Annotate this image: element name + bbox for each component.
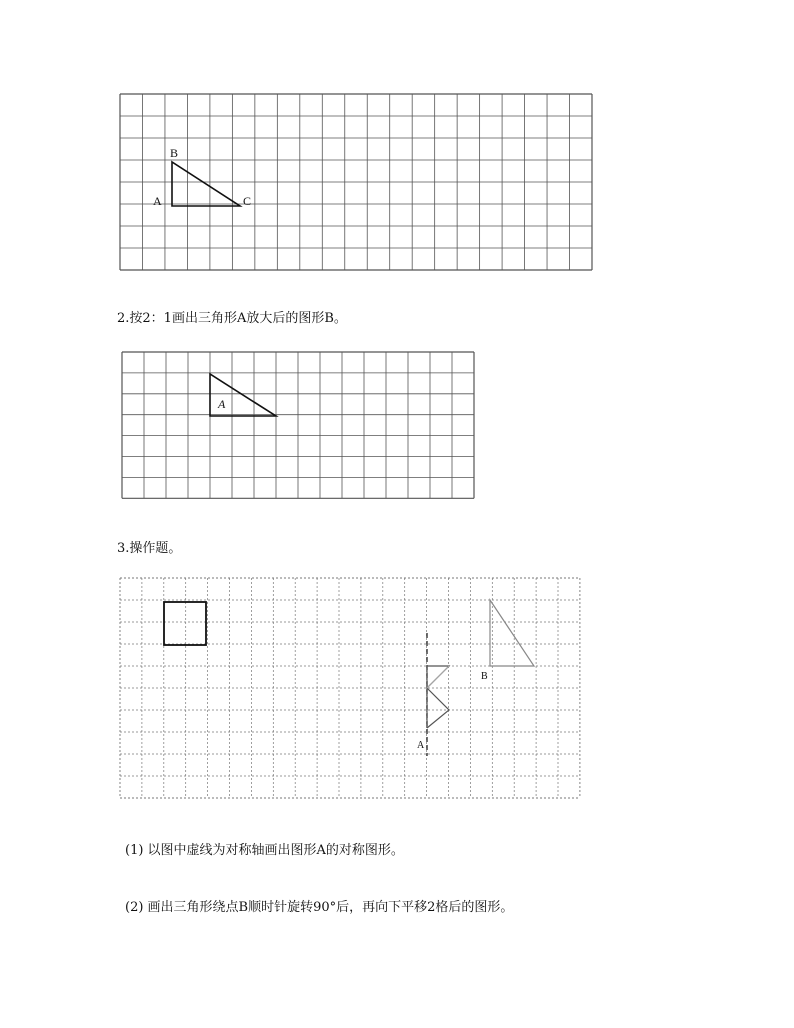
label-fig3-b: B <box>481 671 488 682</box>
square-figure <box>164 602 206 645</box>
grid-figure-1 <box>120 94 592 274</box>
triangle-abc <box>172 162 240 206</box>
label-b: B <box>170 146 179 160</box>
dotted-grid-lines <box>120 578 580 798</box>
question-3-part-2: (2) 画出三角形绕点B顺时针旋转90°后，再向下平移2格后的图形。 <box>125 900 514 915</box>
label-a: A <box>153 194 162 208</box>
grid-lines <box>120 94 592 270</box>
grid-figure-2 <box>122 352 476 502</box>
grid-lines <box>122 352 474 498</box>
label-fig3-a: A <box>417 740 425 751</box>
grid-figure-3 <box>120 578 580 802</box>
figure-a <box>427 666 449 728</box>
triangle-b <box>490 600 534 666</box>
question-2-text: 2.按2：1画出三角形A放大后的图形B。 <box>117 311 347 326</box>
label-c: C <box>243 194 252 208</box>
figure-a-upper <box>427 666 449 688</box>
triangle-a-label: A <box>218 397 226 411</box>
question-3-title: 3.操作题。 <box>117 541 182 556</box>
question-3-part-1: (1) 以图中虚线为对称轴画出图形A的对称图形。 <box>125 843 404 858</box>
